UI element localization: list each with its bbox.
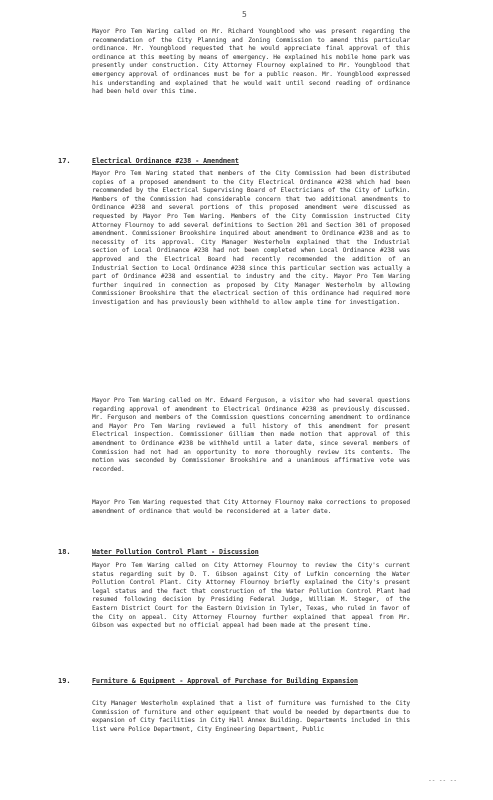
item-18-number: 18. bbox=[58, 548, 71, 556]
item-18-paragraph: Mayor Pro Tem Waring called on City Attorney Flournoy to review the City's current status regarding suit by D. T. Gibson against City of Lufkin concerning the Water Pollution Control Plant. City Attorney Flournoy briefly explained the City's present legal status and the fact that construction of the Water Pollution Control Plant had resumed following decision by Presiding Federal Judge, William M. Steger, of the Eastern District Court for the Eastern Division in Tyler, Texas, who ruled in favor of the City on appeal. City Attorney Flournoy further explained that appeal from Mr. Gibson was expected but no official appeal had been made at the present time. bbox=[92, 562, 410, 630]
footer-mark: -- -- -- bbox=[428, 777, 457, 784]
item-19-paragraph: City Manager Westerholm explained that a list of furniture was furnished to the City Commission of furniture and other equipment that would be needed by departments due to expansion of City facilities in City Hall Annex Building. Departments included in this list were Police Department, City Engineering Department, Public bbox=[92, 700, 410, 733]
item-17-paragraph-2: Mayor Pro Tem Waring called on Mr. Edward Ferguson, a visitor who had several questions regarding approval of amendment to Electrical Ordinance #238 as previously discussed. Mr. Ferguson and members of the Commission questions concerning amendment to ordinance and Mayor Pro Tem Waring reviewed a full history of this amendment for present Electrical inspection. Commissioner Gilliam then made motion that approval of this amendment to Ordinance #238 be withheld until a later date, since several members of Commission had not had an opportunity to more thoroughly review its contents. The motion was seconded by Commissioner Brookshire and a unanimous affirmative vote was recorded. bbox=[92, 397, 410, 473]
item-17-number: 17. bbox=[58, 157, 71, 165]
intro-paragraph: Mayor Pro Tem Waring called on Mr. Richard Youngblood who was present regarding the recommendation of the City Planning and Zoning Commission to amend this particular ordinance. Mr. Youngblood requested that he would appreciate final approval of this ordinance at this meeting by means of emergency. He explained his mobile home park was presently under construction. City Attorney Flournoy explained to Mr. Youngblood that emergency approval of ordinances must be for a public reason. Mr. Youngblood expressed his understanding and explained that he would wait until second reading of ordinance had been held over this time. bbox=[92, 28, 410, 96]
page-number: 5 bbox=[242, 10, 247, 19]
item-19-number: 19. bbox=[58, 677, 71, 685]
item-18-heading: Water Pollution Control Plant - Discussion bbox=[92, 548, 259, 556]
item-17-heading: Electrical Ordinance #238 - Amendment bbox=[92, 157, 239, 165]
item-17-paragraph-3: Mayor Pro Tem Waring requested that City Attorney Flournoy make corrections to proposed amendment of ordinance that would be reconsidered at a later date. bbox=[92, 499, 410, 515]
item-19-heading: Furniture & Equipment - Approval of Purchase for Building Expansion bbox=[92, 677, 358, 685]
item-17-paragraph-1: Mayor Pro Tem Waring stated that members of the City Commission had been distributed copies of a proposed amendment to the City Electrical Ordinance #238 which had been recommended by the Electrical Supervising Board of Electricians of the City of Lufkin. Members of the Commission had considerable concern that two additional amendments to Ordinance #238 and several portions of this proposed amendment were discussed as requested by Mayor Pro Tem Waring. Members of the City Commission instructed City Attorney Flournoy to add several definitions to Section 201 and Section 301 of proposed amendment. Commissioner Brookshire inquired about amendment to Ordinance #238 and as to necessity of its approval. City Manager Westerholm explained that the Industrial section of Local Ordinance #238 had not been completed when Local Ordinance #238 was approved and the Electrical Board had recently recommended the addition of an Industrial Section to Local Ordinance #238 since this particular section was actually a part of Ordinance #238 and essential to industry and the city. Mayor Pro Tem Waring further inquired in connection as proposed by City Manager Westerholm by allowing Commissioner Brookshire that the electrical section of this ordinance had required more investigation and has previously been withheld to allow ample time for investigation. bbox=[92, 170, 410, 306]
